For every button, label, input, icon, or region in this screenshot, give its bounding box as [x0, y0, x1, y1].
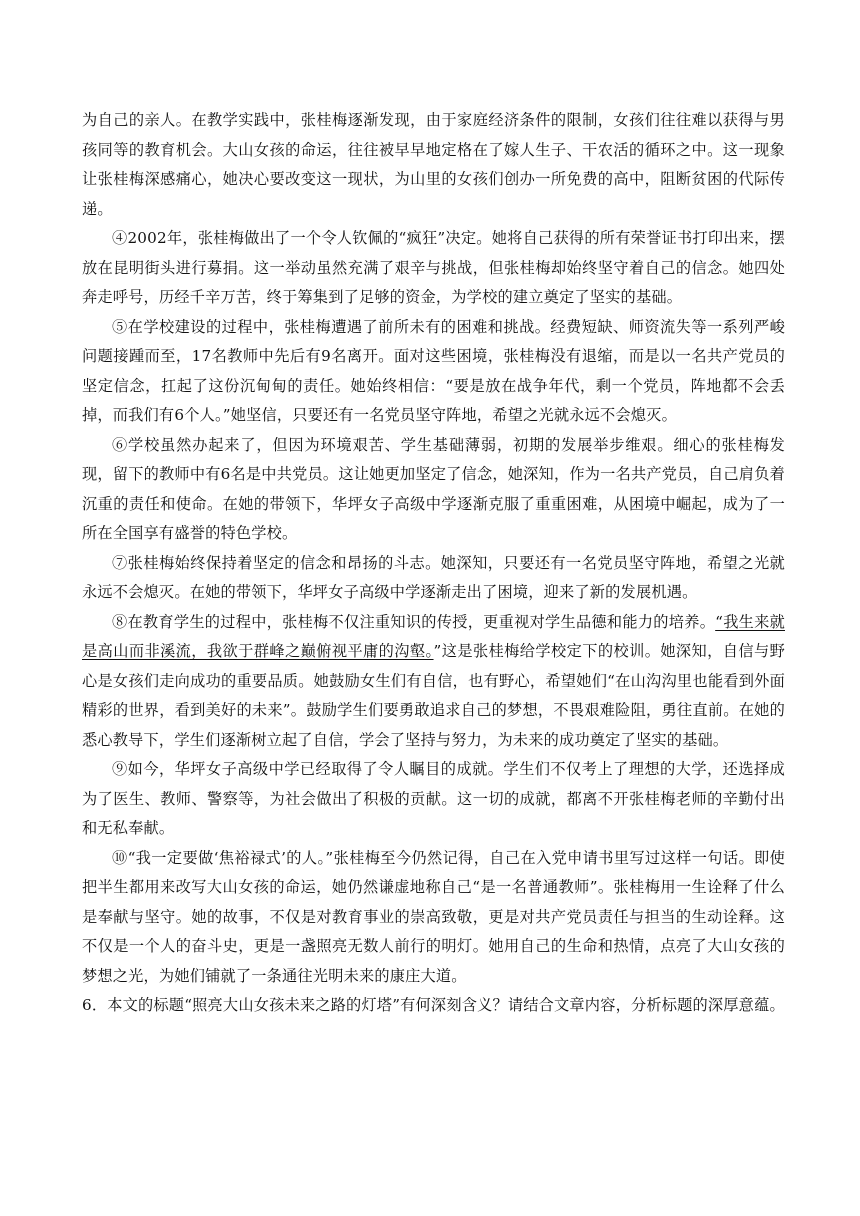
paragraph-10: ⑩“我一定要做‘焦裕禄式’的人。”张桂梅至今仍然记得，自己在入党申请书里写过这样一句话。即使把半生都用来改写大山女孩的命运，她仍然谦虚地称自己“是一名普通教师”。张桂梅用一生诠释了什么是奉献与坚守。她的故事，不仅是对教育事业的崇高致敬，更是对共产党员责任与担当的生动诠释。这不仅是一个人的奋斗史，更是一盏照亮无数人前行的明灯。她用自己的生命和热情，点亮了大山女孩的梦想之光，为她们铺就了一条通往光明未来的康庄大道。	[82, 848, 785, 985]
paragraph-8	[82, 608, 785, 756]
paragraph-9: ⑨如今，华坪女子高级中学已经取得了令人瞩目的成就。学生们不仅考上了理想的大学，还选择成为了医生、教师、警察等，为社会做出了积极的贡献。这一切的成就，都离不开张桂梅老师的辛勤付出和无私奉献。	[82, 760, 785, 837]
paragraph-intro: 为自己的亲人。在教学实践中，张桂梅逐渐发现，由于家庭经济条件的限制，女孩们往往难以获得与男孩同等的教育机会。大山女孩的命运，往往被早早地定格在了嫁人生子、干农活的循环之中。这一现象让张桂梅深感痛心，她决心要改变这一现状，为山里的女孩们创办一所免费的高中，阻断贫困的代际传递。	[82, 111, 785, 218]
paragraph-7: ⑦张桂梅始终保持着坚定的信念和昂扬的斗志。她深知，只要还有一名党员坚守阵地，希望之光就永远不会熄灭。在她的带领下，华坪女子高级中学逐渐走出了困境，迎来了新的发展机遇。	[82, 553, 785, 601]
question-6: 6．本文的标题“照亮大山女孩未来之路的灯塔”有何深刻含义？请结合文章内容，分析标题的深厚意蕴。	[82, 996, 785, 1014]
paragraph-8-lead: ⑧在教育学生的过程中，张桂梅不仅注重知识的传授，更重视对学生品德和能力的培养。	[112, 612, 716, 631]
paragraph-4: ④2002年，张桂梅做出了一个令人钦佩的“疯狂”决定。她将自己获得的所有荣誉证书打印出来，摆放在昆明街头进行募捐。这一举动虽然充满了艰辛与挑战，但张桂梅却始终坚守着自己的信念。她四处奔走呼号，历经千辛万苦，终于筹集到了足够的资金，为学校的建立奠定了坚实的基础。	[82, 229, 785, 306]
paragraph-8-rest: ”这是张桂梅给学校定下的校训。她深知，自信与野心是女孩们走向成功的重要品质。她鼓励女生们有自信，也有野心，希望她们“在山沟沟里也能看到外面精彩的世界，看到美好的未来”。鼓励学生们要勇敢追求自己的梦想，不畏艰难险阻，勇往直前。在她的悉心教导下，学生们逐渐树立起了自信，学会了坚持与努力，为未来的成功奠定了坚实的基础。	[82, 642, 786, 749]
article-body	[82, 106, 785, 1021]
paragraph-5: ⑤在学校建设的过程中，张桂梅遭遇了前所未有的困难和挑战。经费短缺、师资流失等一系列严峻问题接踵而至，17名教师中先后有9名离开。面对这些困境，张桂梅没有退缩，而是以一名共产党员的坚定信念，扛起了这份沉甸甸的责任。她始终相信：“要是放在战争年代，剩一个党员，阵地都不会丢掉，而我们有6个人。”她坚信，只要还有一名党员坚守阵地，希望之光就永远不会熄灭。	[82, 317, 785, 424]
school-motto-underlined: “我生来就是高山而非溪流，我欲于群峰之巅俯视平庸的沟壑。	[82, 612, 785, 660]
paragraph-6: ⑥学校虽然办起来了，但因为环境艰苦、学生基础薄弱，初期的发展举步维艰。细心的张桂梅发现，留下的教师中有6名是中共党员。这让她更加坚定了信念，她深知，作为一名共产党员，自己肩负着沉重的责任和使命。在她的带领下，华坪女子高级中学逐渐克服了重重困难，从困境中崛起，成为了一所在全国享有盛誉的特色学校。	[82, 435, 785, 542]
